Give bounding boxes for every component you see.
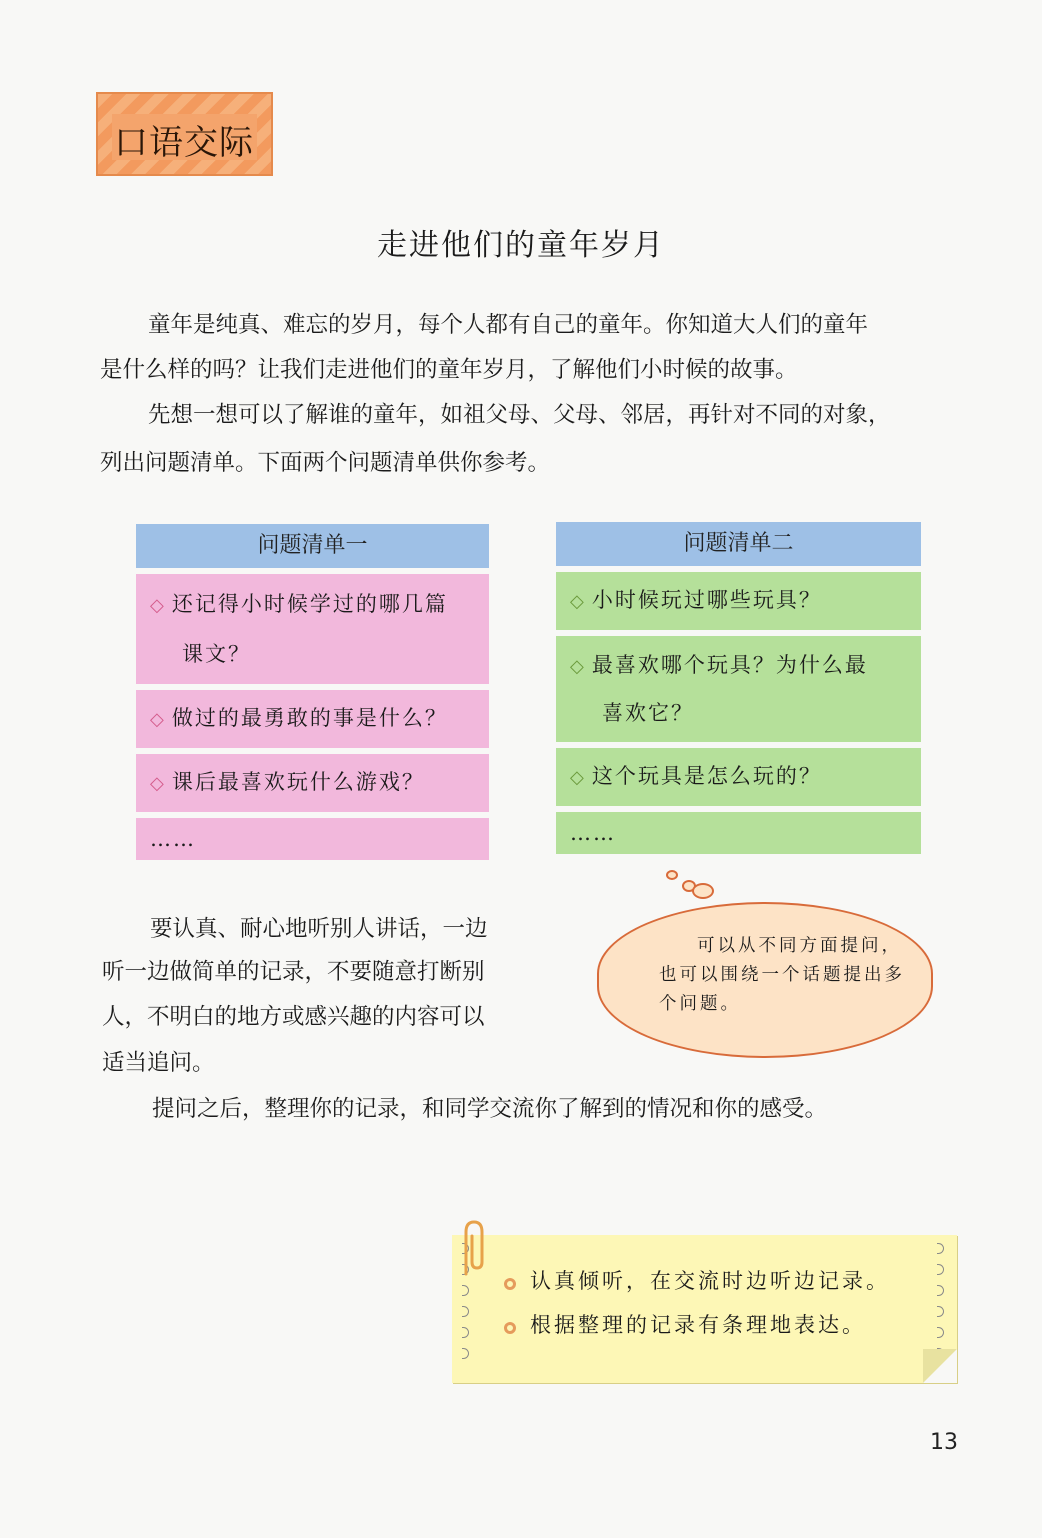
section-label bbox=[96, 92, 273, 176]
diamond-icon: ◇ bbox=[150, 773, 166, 794]
thought-bubble bbox=[597, 902, 933, 1058]
bullet-ring-icon bbox=[504, 1278, 516, 1290]
paperclip-icon bbox=[456, 1218, 492, 1278]
note-item-text: 根据整理的记录有条理地表达。 bbox=[530, 1313, 866, 1337]
question-list-one bbox=[136, 524, 489, 860]
intro-p2-line1: 先想一想可以了解谁的童年，如祖父母、父母、邻居，再针对不同的对象， bbox=[148, 402, 891, 428]
list-item-text: 这个玩具是怎么玩的？ bbox=[591, 764, 822, 788]
list-item-text: 还记得小时候学过的哪几篇 bbox=[171, 592, 448, 616]
intro-p1-line2: 是什么样的吗？让我们走进他们的童年岁月，了解他们小时候的故事。 bbox=[100, 357, 798, 383]
list-item-text: 做过的最勇敢的事是什么？ bbox=[171, 706, 448, 730]
list-item bbox=[136, 690, 489, 748]
section-label-text: 口语交际 bbox=[114, 123, 254, 163]
listening-line1: 要认真、耐心地听别人讲话，一边 bbox=[150, 916, 488, 942]
listening-line2: 听一边做简单的记录，不要随意打断别 bbox=[102, 959, 485, 985]
list-item bbox=[136, 754, 489, 812]
list-item bbox=[556, 636, 921, 742]
note-item bbox=[504, 1265, 890, 1295]
diamond-icon: ◇ bbox=[150, 595, 166, 616]
list-item-text: …… bbox=[150, 827, 196, 851]
question-list-two bbox=[556, 522, 921, 854]
page-title: 走进他们的童年岁月 bbox=[377, 228, 665, 263]
list-item-text: 小时候玩过哪些玩具？ bbox=[591, 588, 822, 612]
intro-p2-line2: 列出问题清单。下面两个问题清单供你参考。 bbox=[100, 450, 551, 476]
note-item bbox=[504, 1309, 866, 1339]
diamond-icon: ◇ bbox=[150, 709, 166, 730]
listening-line3: 人，不明白的地方或感兴趣的内容可以 bbox=[102, 1004, 485, 1030]
bubble-line: 可以从不同方面提问， bbox=[697, 936, 902, 956]
list-item bbox=[136, 818, 489, 860]
listening-line4: 适当追问。 bbox=[102, 1050, 215, 1076]
bubble-dot bbox=[692, 883, 714, 899]
bubble-line: 个问题。 bbox=[659, 994, 741, 1014]
bubble-line: 也可以围绕一个话题提出多 bbox=[659, 965, 905, 985]
bubble-dot bbox=[666, 870, 678, 880]
list-item bbox=[556, 812, 921, 854]
page-number: 13 bbox=[930, 1430, 958, 1455]
list-item-text: 课后最喜欢玩什么游戏？ bbox=[171, 770, 425, 794]
intro-p1-line1: 童年是纯真、难忘的岁月，每个人都有自己的童年。你知道大人们的童年 bbox=[148, 312, 869, 338]
diamond-icon: ◇ bbox=[570, 656, 586, 677]
bullet-ring-icon bbox=[504, 1322, 516, 1334]
list-item-text: 最喜欢哪个玩具？为什么最 bbox=[591, 653, 868, 677]
list-item bbox=[556, 572, 921, 630]
diamond-icon: ◇ bbox=[570, 591, 586, 612]
list-item-text: 课文？ bbox=[182, 642, 251, 666]
diamond-icon: ◇ bbox=[570, 767, 586, 788]
list-item-text: 喜欢它？ bbox=[602, 701, 694, 725]
bubble-text bbox=[629, 932, 909, 1019]
list-item-text: …… bbox=[570, 821, 616, 845]
note-item-text: 认真倾听，在交流时边听边记录。 bbox=[530, 1269, 890, 1293]
list-item bbox=[136, 574, 489, 684]
question-list-one-heading: 问题清单一 bbox=[136, 524, 489, 568]
page-curl bbox=[923, 1349, 957, 1383]
question-list-two-heading: 问题清单二 bbox=[556, 522, 921, 566]
list-item bbox=[556, 748, 921, 806]
closing-paragraph: 提问之后，整理你的记录，和同学交流你了解到的情况和你的感受。 bbox=[152, 1096, 828, 1122]
note-card bbox=[452, 1235, 957, 1383]
